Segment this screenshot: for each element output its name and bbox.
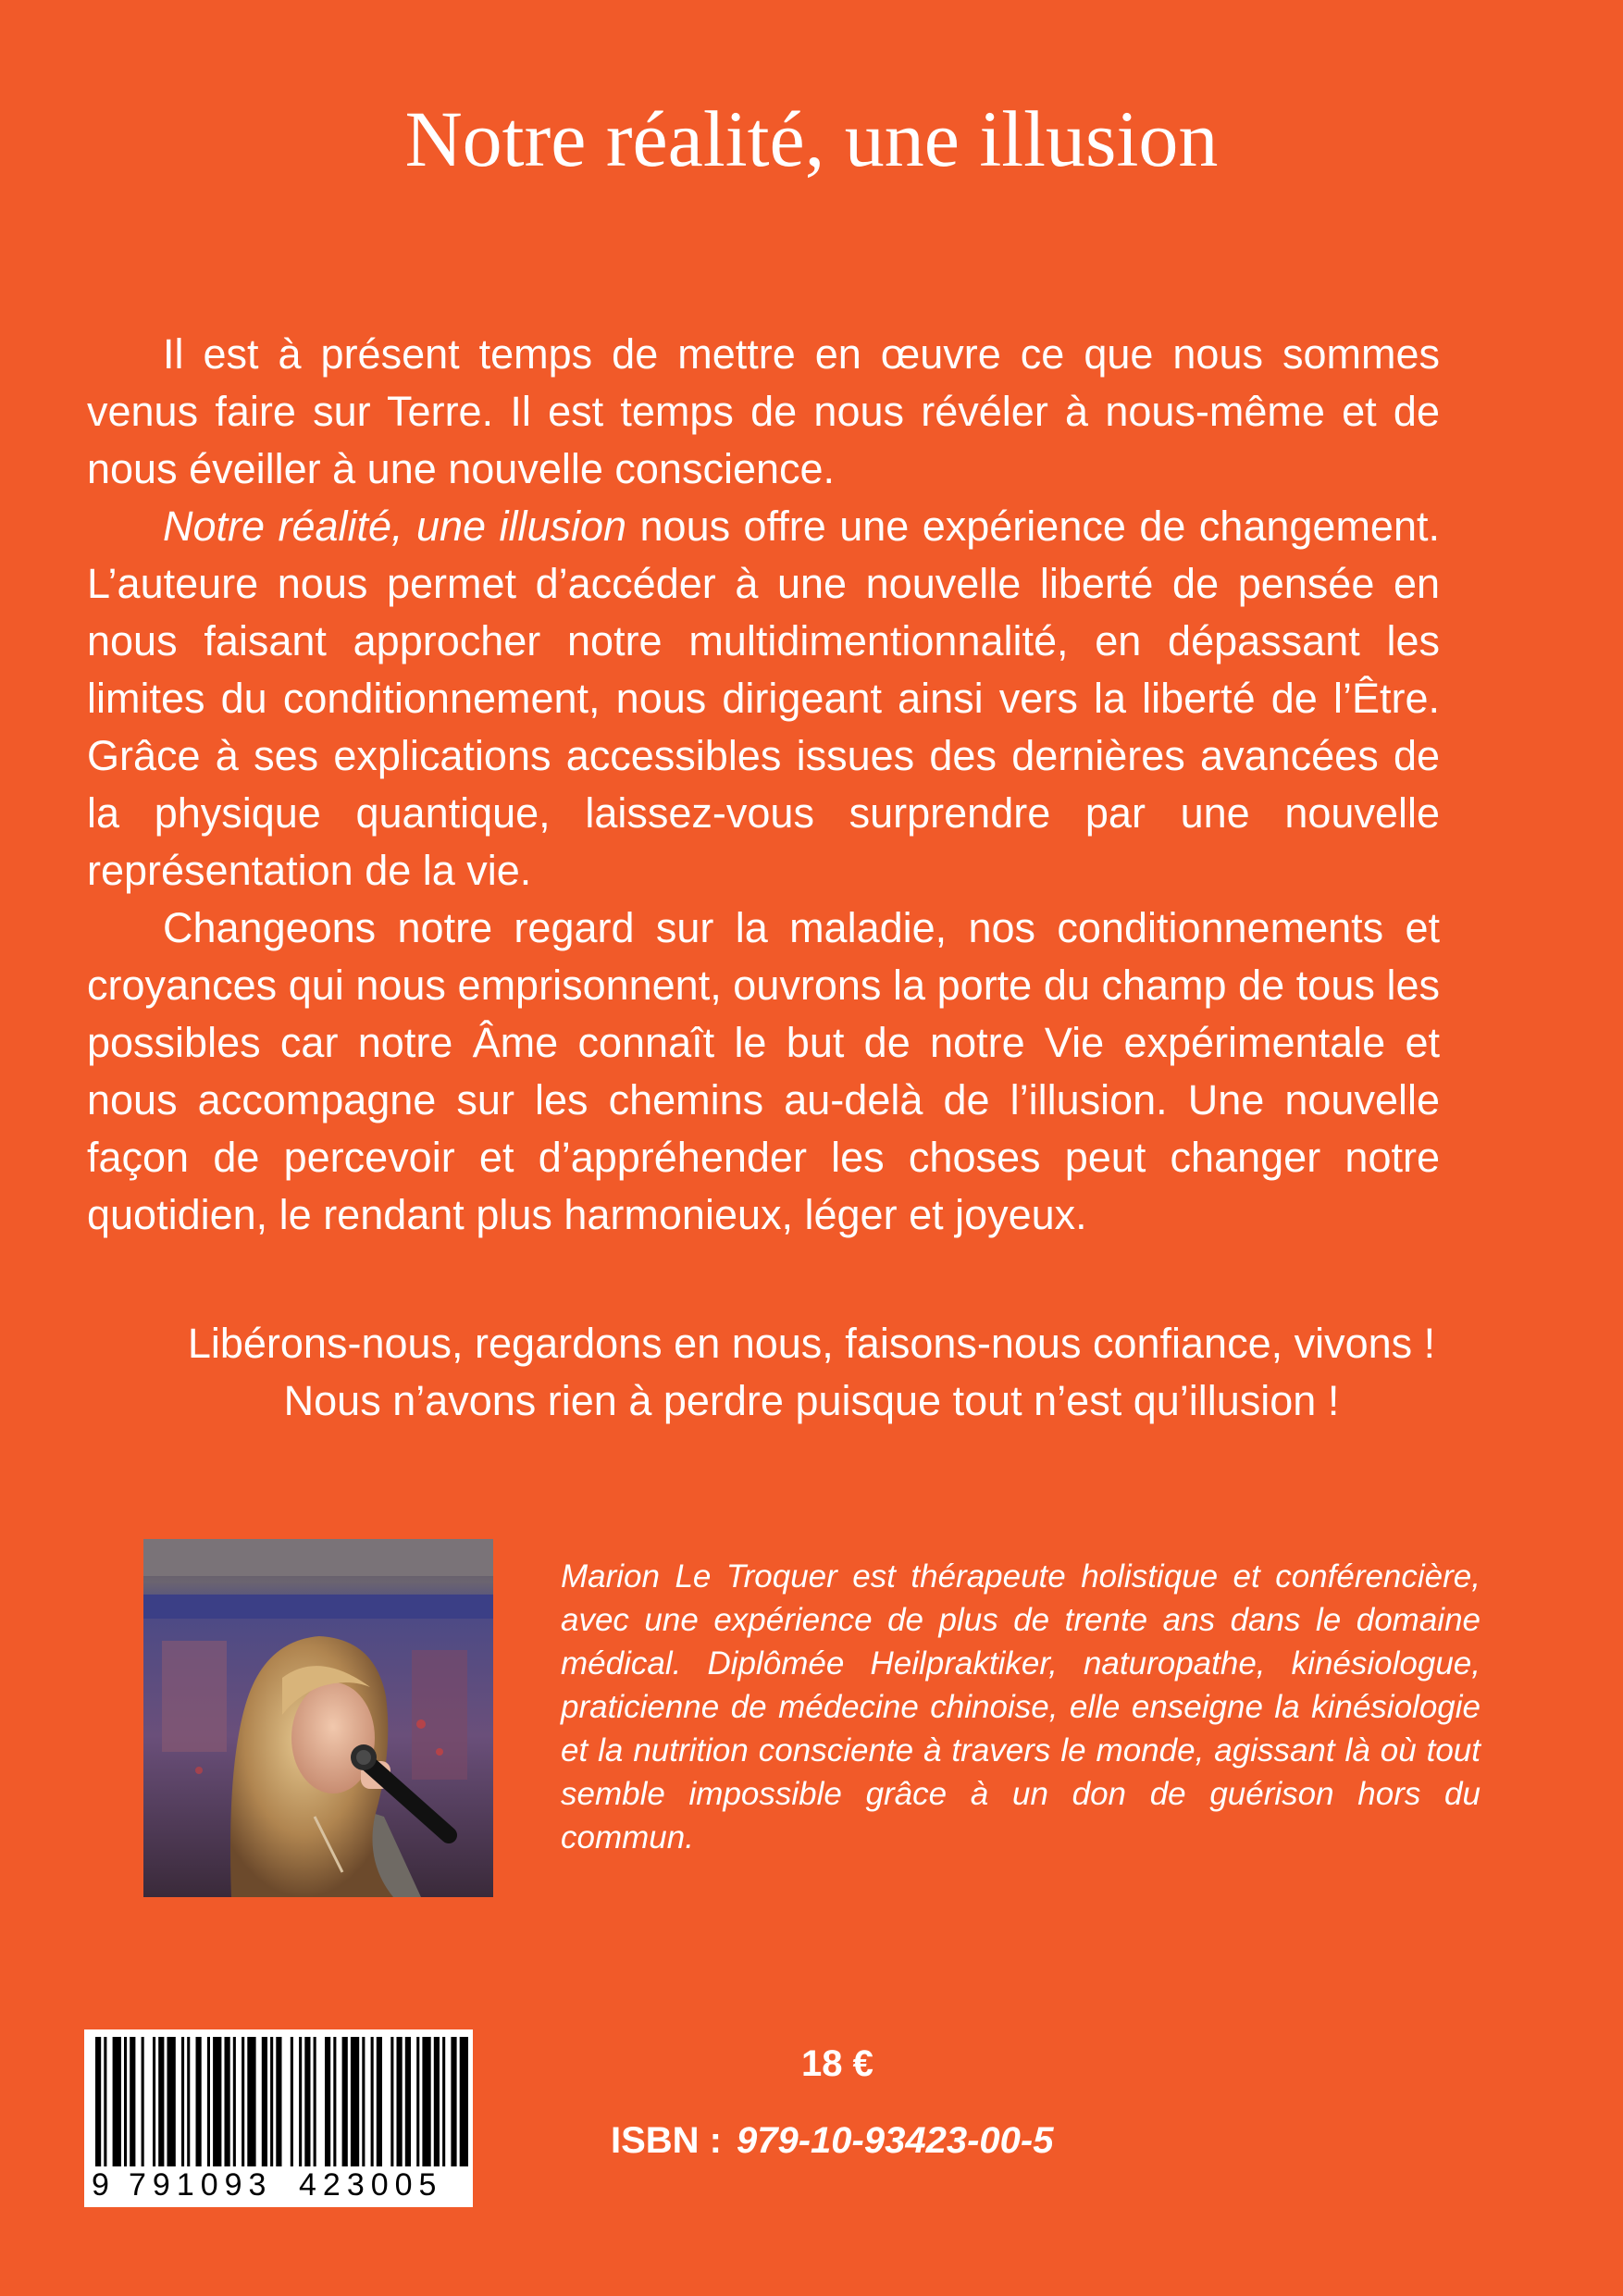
author-biography: Marion Le Troquer est thérapeute holistique et conférencière, avec une expérience de plus de trente ans dans le domaine médical. Diplômée Heilpraktiker, naturopathe, kinésiologue, praticienne de médecine chinoise, elle enseigne la kinésiologie et la nutrition consciente à travers le monde, agissant là où tout semble impossible grâce à un don de guérison hors du commun. [561, 1558, 1481, 1855]
barcode-bar [397, 2037, 403, 2166]
barcode-bar [377, 2037, 382, 2166]
summary-paragraph-2-text: nous offre une expérience de changement. L’auteure nous permet d’accéder à une nouvelle liberté de pensée en nous faisant approcher notre multidimentionnalité, en dépassant les limites du conditionnement, nous dirigeant ainsi vers la liberté de l’Être. Grâce à ses explications accessibles issues des dernières avancées de la physique quantique, laissez-vous surprendre par une nouvelle représentation de la vie. [87, 503, 1440, 894]
barcode-bar [142, 2037, 144, 2166]
barcode-bar [390, 2037, 393, 2166]
barcode-bar [460, 2037, 468, 2166]
barcode-bar [225, 2037, 230, 2166]
barcode-digits-left: 791093 [129, 2167, 273, 2203]
barcode-bar [422, 2037, 430, 2166]
barcode-bar [130, 2037, 135, 2166]
barcode-bar [325, 2037, 330, 2166]
barcode-bar [113, 2037, 121, 2166]
author-photo [143, 1539, 493, 1897]
summary-paragraph-1: Il est à présent temps de mettre en œuvre ce que nous sommes venus faire sur Terre. Il est temps de nous révéler à nous-même et de nous éveiller à une nouvelle conscience. [87, 330, 1440, 492]
barcode-bar [247, 2037, 255, 2166]
barcode-bar [351, 2037, 359, 2166]
barcode-bar [371, 2037, 374, 2166]
barcode-bar [124, 2037, 127, 2166]
barcode-digit-first: 9 [92, 2167, 109, 2203]
isbn [611, 2117, 1053, 2164]
barcode-bar [242, 2037, 244, 2166]
book-title: Notre réalité, une illusion [404, 94, 1219, 183]
barcode-bar [262, 2037, 267, 2166]
barcode-bar [167, 2037, 176, 2166]
barcode-bar [187, 2037, 190, 2166]
barcode-bar [207, 2037, 210, 2166]
barcode-bar [196, 2037, 202, 2166]
barcode-digits [84, 2166, 473, 2203]
barcode-bar [416, 2037, 419, 2166]
barcode-bar [434, 2037, 440, 2166]
barcode-bar [342, 2037, 348, 2166]
barcode-digits-right: 423005 [299, 2167, 443, 2203]
summary-paragraph-2 [87, 498, 1440, 900]
barcode-bar [405, 2037, 411, 2166]
summary-book-title-italic: Notre réalité, une illusion [163, 503, 627, 550]
closing-statement [0, 1315, 1623, 1430]
barcode-bar [104, 2037, 106, 2166]
barcode-bar [233, 2037, 236, 2166]
closing-line-2: Nous n’avons rien à perdre puisque tout n’est qu’illusion ! [283, 1377, 1340, 1424]
barcode-bar [276, 2037, 281, 2166]
barcode-bar [213, 2037, 221, 2166]
summary-paragraph-3: Changeons notre regard sur la maladie, nos conditionnements et croyances qui nous emprisonnent, ouvrons la porte du champ de tous les possibles car notre Âme connaît le but de notre Vie expérimentale et nous accompagne sur les chemins au-delà de l’illusion. Une nouvelle façon de percevoir et d’appréhender les choses peut changer notre quotidien, le rendant plus harmonieux, léger et joyeux. [87, 904, 1440, 1238]
barcode-bar [442, 2037, 445, 2166]
price: 18 € [801, 2043, 873, 2084]
barcode-bar [299, 2037, 302, 2166]
barcode-bar [304, 2037, 310, 2166]
barcode-bar [333, 2037, 336, 2166]
barcode-bar [451, 2037, 456, 2166]
barcode-bar [270, 2037, 273, 2166]
barcode-bar [158, 2037, 164, 2166]
closing-line-1: Libérons-nous, regardons en nous, faisons-nous confiance, vivons ! [187, 1320, 1436, 1367]
isbn-barcode [84, 2029, 473, 2207]
back-cover-summary [87, 326, 1440, 1244]
barcode-bar [95, 2037, 101, 2166]
isbn-label: ISBN : [611, 2120, 722, 2161]
barcode-bar [153, 2037, 155, 2166]
barcode-bar [291, 2037, 293, 2166]
barcode-bar [181, 2037, 184, 2166]
barcode-bar [314, 2037, 316, 2166]
isbn-number: 979-10-93423-00-5 [737, 2120, 1054, 2161]
barcode-bar [362, 2037, 365, 2166]
